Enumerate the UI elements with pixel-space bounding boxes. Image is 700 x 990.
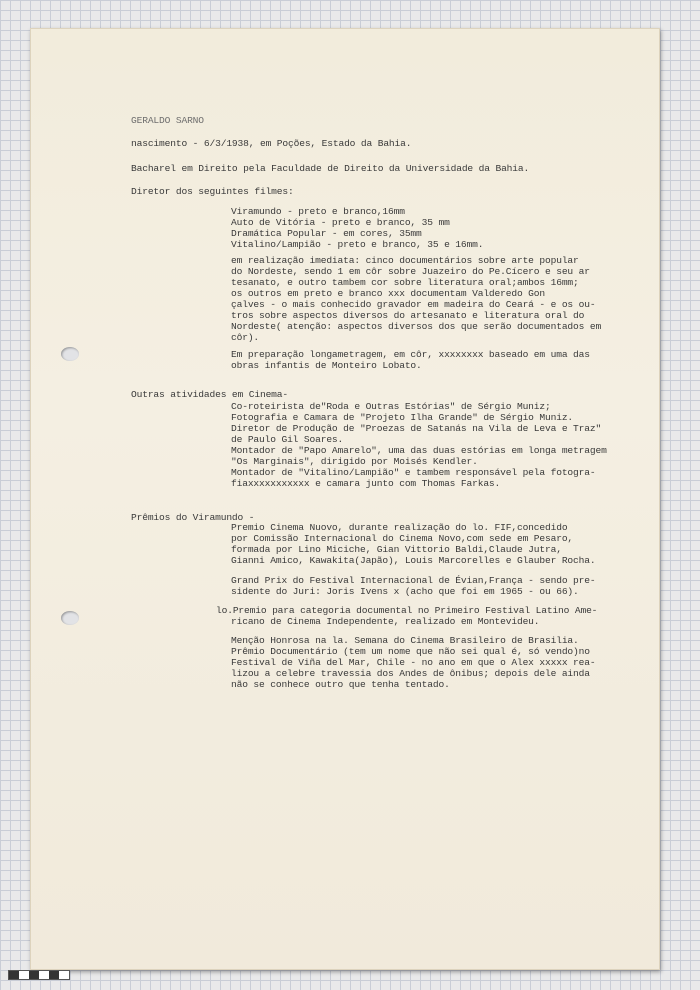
punch-hole: [61, 347, 79, 361]
production-line: os outros em preto e branco xxx documentam Valderedo Gon: [231, 288, 546, 299]
education-line: Bacharel em Direito pela Faculdade de Direito da Universidade da Bahia.: [131, 163, 530, 174]
typewritten-page: [30, 28, 660, 970]
activity-line: fiaxxxxxxxxxxx e camara junto com Thomas Farkas.: [231, 478, 501, 489]
production-line: Em preparação longametragem, em côr, xxxxxxxx baseado em uma das: [231, 349, 590, 360]
activity-line: Fotografia e Camara de "Projeto Ilha Grande" de Sérgio Muniz.: [231, 412, 574, 423]
award-line: ricano de Cinema Independente, realizado em Montevideu.: [231, 616, 540, 627]
production-line: em realização imediata: cinco documentários sobre arte popular: [231, 255, 579, 266]
award-line: Menção Honrosa na la. Semana do Cinema Brasileiro de Brasilia.: [231, 635, 579, 646]
award-line: sidente do Juri: Joris Ivens x (acho que foi em 1965 - ou 66).: [231, 586, 579, 597]
activity-line: "Os Marginais", dirigido por Moisés Kendler.: [231, 456, 478, 467]
award-line: por Comissão Internacional do Cinema Novo,com sede em Pesaro,: [231, 533, 574, 544]
activity-line: Montador de "Papo Amarelo", uma das duas estórias em longa metragem: [231, 445, 607, 456]
award-line: Premio Cinema Nuovo, durante realização do lo. FIF,concedido: [231, 522, 568, 533]
production-line: do Nordeste, sendo 1 em côr sobre Juazeiro do Pe.Cícero e seu ar: [231, 266, 590, 277]
award-line: Grand Prix do Festival Internacional de Évian,França - sendo pre-: [231, 575, 596, 586]
production-line: côr).: [231, 332, 260, 343]
activity-line: Diretor de Produção de "Proezas de Satanás na Vila de Leva e Traz": [231, 423, 602, 434]
film-line: Vitalino/Lampião - preto e branco, 35 e 16mm.: [231, 239, 484, 250]
award-line: Festival de Viña del Mar, Chile - no ano em que o Alex xxxxx rea-: [231, 657, 596, 668]
film-line: Dramática Popular - em cores, 35mm: [231, 228, 422, 239]
other-activities-heading: Outras atividades em Cinema-: [131, 389, 289, 400]
director-heading: Diretor dos seguintes filmes:: [131, 186, 294, 197]
scale-bar: [8, 970, 70, 980]
document-header: GERALDO SARNO: [131, 115, 204, 126]
award-line: Gianni Amico, Kawakita(Japão), Louis Marcorelles e Glauber Rocha.: [231, 555, 596, 566]
award-line: lizou a celebre travessia dos Andes de ônibus; depois dele ainda: [231, 668, 590, 679]
production-line: çalves - o mais conhecido gravador em madeira do Ceará - e os ou-: [231, 299, 596, 310]
award-line: formada por Lino Miciche, Gian Vittorio Baldi,Claude Jutra,: [231, 544, 562, 555]
production-line: tros sobre aspectos diversos do artesanato e literatura oral do: [231, 310, 585, 321]
award-line: não se conhece outro que tenha tentado.: [231, 679, 450, 690]
production-line: Nordeste( atenção: aspectos diversos dos que serão documentados em: [231, 321, 602, 332]
film-line: Auto de Vitória - preto e branco, 35 mm: [231, 217, 450, 228]
award-line: Prêmio Documentário (tem um nome que não sei qual é, só vendo)no: [231, 646, 590, 657]
activity-line: Co-roteirista de"Roda e Outras Estórias" de Sérgio Muniz;: [231, 401, 551, 412]
activity-line: Montador de "Vitalino/Lampião" e tambem responsável pela fotogra-: [231, 467, 596, 478]
film-line: Viramundo - preto e branco,16mm: [231, 206, 405, 217]
birth-line: nascimento - 6/3/1938, em Poções, Estado da Bahia.: [131, 138, 412, 149]
activity-line: de Paulo Gil Soares.: [231, 434, 344, 445]
production-line: obras infantis de Monteiro Lobato.: [231, 360, 422, 371]
awards-heading: Prêmios do Viramundo -: [131, 512, 255, 523]
production-line: tesanato, e outro tambem cor sobre literatura oral;ambos 16mm;: [231, 277, 579, 288]
award-line: lo.Premio para categoria documental no Primeiro Festival Latino Ame-: [216, 605, 598, 616]
punch-hole: [61, 611, 79, 625]
